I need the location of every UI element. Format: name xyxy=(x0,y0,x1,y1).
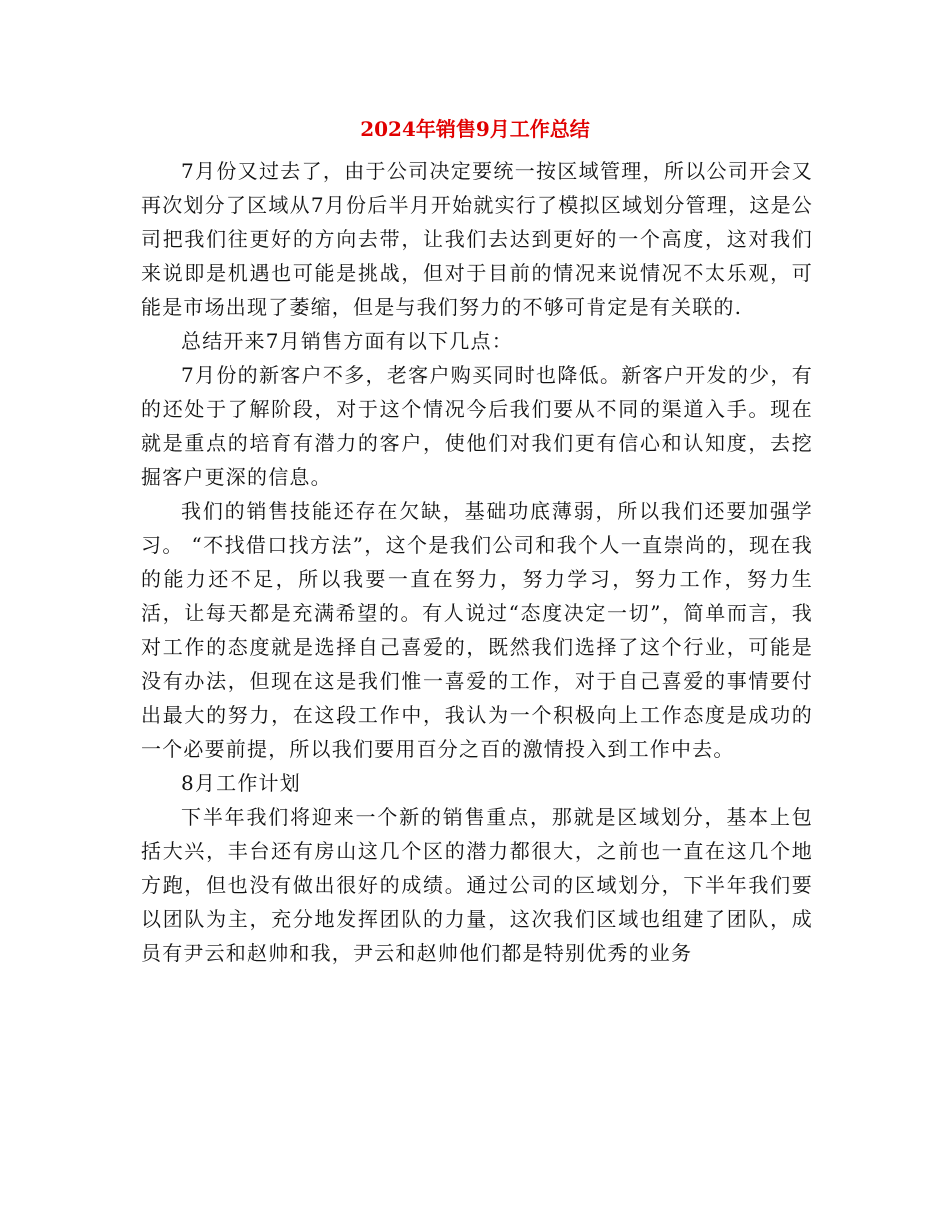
paragraph: 我们的销售技能还存在欠缺，基础功底薄弱，所以我们还要加强学习。 “不找借口找方法”，这个是我们公司和我个人一直崇尚的，现在我的能力还不足，所以我要一直在努力，努力学习，努力工作，努力生活，让每天都是充满希望的。有人说过“态度决定一切”，简单而言，我对工作的态度就是选择自己喜爱的，既然我们选择了这个行业，可能是没有办法，但现在这是我们惟一喜爱的工作，对于自己喜爱的事情要付出最大的努力，在这段工作中，我认为一个积极向上工作态度是成功的一个必要前提，所以我们要用百分之百的激情投入到工作中去。 xyxy=(141,499,813,761)
paragraph: 7月份的新客户不多，老客户购买同时也降低。新客户开发的少，有的还处于了解阶段，对于这个情况今后我们要从不同的渠道入手。现在就是重点的培育有潜力的客户，使他们对我们更有信心和认知度，去挖掘客户更深的信息。 xyxy=(141,363,813,489)
paragraph: 7月份又过去了，由于公司决定要统一按区域管理，所以公司开会又再次划分了区域从7月份后半月开始就实行了模拟区域划分管理，这是公司把我们往更好的方向去带，让我们去达到更好的一个高度，这对我们来说即是机遇也可能是挑战，但对于目前的情况来说情况不太乐观，可能是市场出现了萎缩，但是与我们努力的不够可肯定是有关联的. xyxy=(141,159,813,319)
paragraph: 下半年我们将迎来一个新的销售重点，那就是区域划分，基本上包括大兴，丰台还有房山这几个区的潜力都很大，之前也一直在这几个地方跑，但也没有做出很好的成绩。通过公司的区域划分，下半年我们要以团队为主，充分地发挥团队的力量，这次我们区域也组建了团队，成员有尹云和赵帅和我，尹云和赵帅他们都是特别优秀的业务 xyxy=(141,805,813,965)
paragraph: 8月工作计划 xyxy=(181,771,301,795)
paragraph: 总结开来7月销售方面有以下几点： xyxy=(181,329,513,353)
document-title: 2024年销售9月工作总结 xyxy=(360,117,590,141)
document-body xyxy=(141,154,813,970)
